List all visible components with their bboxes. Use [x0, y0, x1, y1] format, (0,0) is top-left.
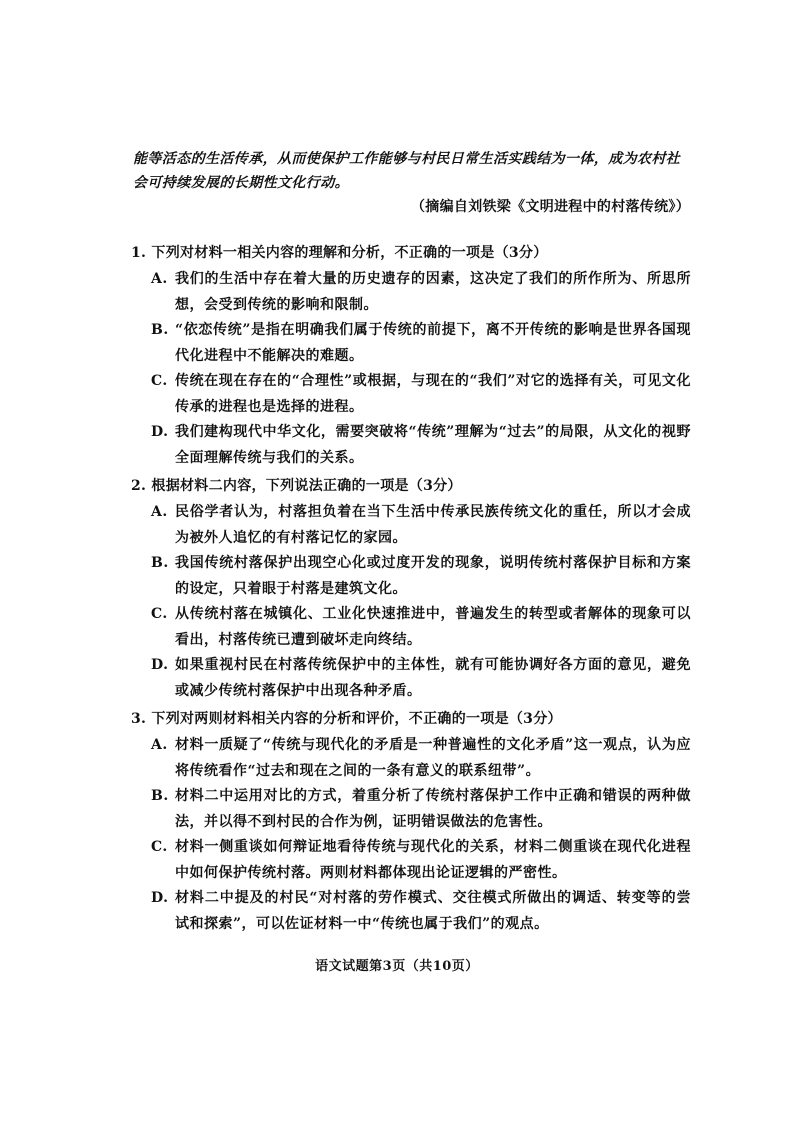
option-label: D. — [151, 657, 169, 673]
intro-paragraph: 能等活态的生活传承，从而使保护工作能够与村民日常生活实践结为一体，成为农村社会可持续发展的长期性文化行动。 — [133, 151, 681, 191]
option-d — [131, 420, 691, 471]
question-list — [131, 240, 691, 939]
option-text: 如果重视村民在村落传统保护中的主体性，就有可能协调好各方面的意见，避免或减少传统村落保护中出现各种矛盾。 — [175, 657, 691, 699]
option-text: 材料一质疑了“传统与现代化的矛盾是一种普遍性的文化矛盾”这一观点，认为应将传统看作“过去和现在之间的一条有意义的联系纽带”。 — [175, 737, 691, 779]
option-text: 材料二中提及的村民“对村落的劳作模式、交往模式所做出的调适、转变等的尝试和探索”，可以佐证材料一中“传统也属于我们”的观点。 — [175, 890, 691, 932]
option-c — [131, 602, 691, 653]
option-b — [131, 551, 691, 602]
option-label: A. — [151, 737, 168, 753]
option-text: 材料二中运用对比的方式，着重分析了传统村落保护工作中正确和错误的两种做法，并以得不到村民的合作为例，证明错误做法的危害性。 — [175, 788, 691, 830]
option-d — [131, 886, 691, 937]
option-text: 我们建构现代中华文化，需要突破将“传统”理解为“过去”的局限，从文化的视野全面理解传统与我们的关系。 — [175, 424, 691, 466]
option-text: 民俗学者认为，村落担负着在当下生活中传承民族传统文化的重任，所以才会成为被外人追忆的有村落记忆的家园。 — [175, 504, 691, 546]
option-label: C. — [151, 606, 168, 622]
option-label: C. — [151, 839, 168, 855]
option-text: 我国传统村落保护出现空心化或过度开发的现象，说明传统村落保护目标和方案的设定，只着眼于村落是建筑文化。 — [175, 555, 691, 597]
option-label: A. — [151, 271, 168, 287]
question-1 — [131, 240, 691, 471]
option-b — [131, 784, 691, 835]
option-d — [131, 653, 691, 704]
option-text: 我们的生活中存在着大量的历史遗存的因素，这决定了我们的所作所为、所思所想，会受到传统的影响和限制。 — [175, 271, 691, 313]
option-text: 传统在现在存在的“合理性”或根据，与现在的“我们”对它的选择有关，可见文化传承的进程也是选择的进程。 — [175, 373, 691, 415]
option-label: A. — [151, 504, 168, 520]
option-a — [131, 733, 691, 784]
source-citation: （摘编自刘铁梁《文明进程中的村落传统》） — [411, 199, 690, 215]
option-text: 从传统村落在城镇化、工业化快速推进中，普遍发生的转型或者解体的现象可以看出，村落传统已遭到破坏走向终结。 — [175, 606, 691, 648]
question-stem: 3. 下列对两则材料相关内容的分析和评价，不正确的一项是（3分） — [131, 711, 562, 727]
option-c — [131, 835, 691, 886]
option-b — [131, 318, 691, 369]
option-text: 材料一侧重谈如何辩证地看待传统与现代化的关系，材料二侧重谈在现代化进程中如何保护传统村落。两则材料都体现出论证逻辑的严密性。 — [175, 839, 691, 881]
option-label: B. — [151, 555, 169, 571]
option-label: C. — [151, 373, 168, 389]
page-footer: 语文试题第3页（共10页） — [315, 959, 479, 974]
question-stem: 1. 下列对材料一相关内容的理解和分析，不正确的一项是（3分） — [131, 245, 548, 261]
option-label: D. — [151, 424, 169, 440]
option-label: D. — [151, 890, 169, 906]
question-stem: 2. 根据材料二内容，下列说法正确的一项是（3分） — [131, 478, 462, 494]
option-label: B. — [151, 788, 169, 804]
question-2 — [131, 473, 691, 704]
option-text: “依恋传统”是指在明确我们属于传统的前提下，离不开传统的影响是世界各国现代化进程中不能解决的难题。 — [175, 322, 691, 364]
option-a — [131, 500, 691, 551]
question-3 — [131, 706, 691, 937]
option-label: B. — [151, 322, 169, 338]
option-a — [131, 267, 691, 318]
option-c — [131, 369, 691, 420]
